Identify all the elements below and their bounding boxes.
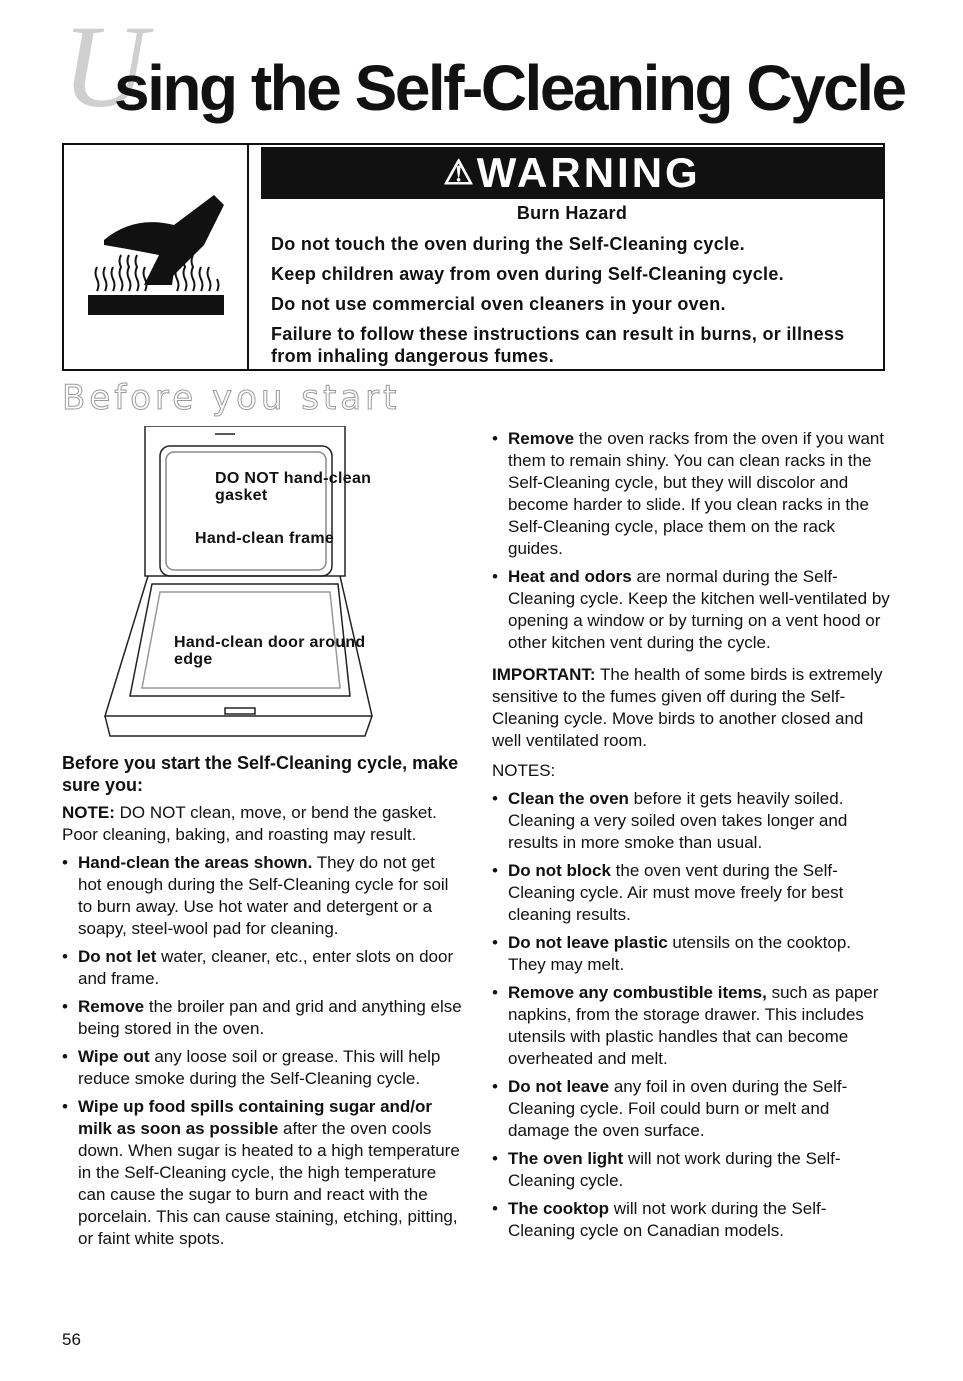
bullet-icon: •	[492, 933, 498, 952]
bullet-bold: Do not let	[78, 947, 157, 966]
important-label: IMPORTANT:	[492, 665, 596, 684]
list-item	[492, 1198, 892, 1242]
bullet-icon: •	[492, 789, 498, 808]
warning-lines	[271, 233, 881, 375]
important-text: The health of some birds is extremely sensitive to the fumes given off during the Self-Cleaning cycle. Move birds to another closed and well ventilated room.	[492, 665, 883, 750]
bullet-icon: •	[492, 1077, 498, 1096]
list-item	[492, 1148, 892, 1192]
bullet-icon: •	[62, 1047, 68, 1066]
important-paragraph	[492, 664, 892, 752]
bullet-text: will not work during the Self-Cleaning cycle on Canadian models.	[508, 1199, 827, 1240]
label-gasket: DO NOT hand-clean gasket	[215, 470, 372, 504]
page-number: 56	[62, 1330, 81, 1349]
bullet-text: water, cleaner, etc., enter slots on door and frame.	[78, 947, 454, 988]
list-item	[62, 1096, 462, 1250]
warning-line: Do not touch the oven during the Self-Cleaning cycle.	[271, 234, 745, 254]
notes-heading: NOTES:	[492, 761, 556, 780]
bullet-text: any loose soil or grease. This will help reduce smoke during the Self-Cleaning cycle.	[78, 1047, 441, 1088]
list-item	[62, 946, 462, 990]
bullet-icon: •	[62, 1097, 68, 1116]
left-column	[62, 752, 462, 1256]
bullet-bold: Wipe up food spills containing sugar and/or milk as soon as possible	[78, 1097, 433, 1138]
bullet-icon: •	[62, 947, 68, 966]
warning-line: Do not use commercial oven cleaners in your oven.	[271, 294, 726, 314]
section-heading: Before you start	[62, 378, 401, 418]
note-text: DO NOT clean, move, or bend the gasket. Poor cleaning, baking, and roasting may result.	[62, 803, 437, 844]
note-label: NOTE:	[62, 803, 115, 822]
warning-triangle-icon: ⚠	[443, 154, 477, 192]
bullet-bold: Hand-clean the areas shown.	[78, 853, 313, 872]
title-text: sing the Self-Cleaning Cycle	[114, 52, 905, 124]
bullet-icon: •	[492, 861, 498, 880]
bullet-icon: •	[492, 1149, 498, 1168]
bullet-bold: Heat and odors	[508, 567, 632, 586]
bullet-text: any foil in oven during the Self-Cleaning cycle. Foil could burn or melt and damage the oven surface.	[508, 1077, 848, 1140]
label-frame: Hand-clean frame	[195, 530, 335, 547]
bullet-bold: Remove	[78, 997, 145, 1016]
bullet-text: the oven vent during the Self-Cleaning cycle. Air must move freely for best cleaning results.	[508, 861, 844, 924]
list-item	[62, 996, 462, 1040]
bullet-text: the broiler pan and grid and anything else being stored in the oven.	[78, 997, 462, 1038]
list-item	[62, 1046, 462, 1090]
bullet-text: the oven racks from the oven if you want them to remain shiny. You can clean racks in the Self-Cleaning cycle, but they will discolor and become harder to slide. If you clean racks in the Self-Cleaning cycle, place them on the rack guides.	[508, 429, 885, 558]
list-item	[492, 932, 892, 976]
oven-door-diagram	[100, 426, 380, 751]
list-item	[492, 860, 892, 926]
warning-line: Failure to follow these instructions can result in burns, or illness from inhaling dangerous fumes.	[271, 324, 845, 366]
label-door: Hand-clean door around edge	[174, 634, 366, 668]
list-item	[62, 852, 462, 940]
bullet-text: They do not get hot enough during the Self-Cleaning cycle for soil to burn away. Use hot water and detergent or a soapy, steel-wool pad for cleaning.	[78, 853, 449, 938]
bullet-icon: •	[62, 853, 68, 872]
bullet-text: utensils on the cooktop. They may melt.	[508, 933, 852, 974]
bullet-icon: •	[492, 429, 498, 448]
bullet-bold: The cooktop	[508, 1199, 610, 1218]
bullet-bold: Remove any combustible items,	[508, 983, 767, 1002]
warning-box	[62, 143, 885, 371]
left-heading: Before you start the Self-Cleaning cycle, make sure you:	[62, 753, 459, 795]
bullet-text: will not work during the Self-Cleaning cycle.	[508, 1149, 841, 1190]
bullet-bold: Do not leave plastic	[508, 933, 668, 952]
warning-header-text: WARNING	[476, 149, 701, 196]
warning-hazard-title: Burn Hazard	[516, 203, 628, 223]
title-drop-cap: U	[62, 1, 148, 132]
warning-line: Keep children away from oven during Self-Cleaning cycle.	[271, 264, 784, 284]
list-item	[492, 566, 892, 654]
warning-header	[261, 147, 883, 199]
bullet-text: before it gets heavily soiled. Cleaning a very soiled oven takes longer and results in more smoke than usual.	[508, 789, 848, 852]
bullet-bold: Clean the oven	[508, 789, 629, 808]
list-item	[492, 1076, 892, 1142]
bullet-icon: •	[62, 997, 68, 1016]
bullet-icon: •	[492, 1199, 498, 1218]
bullet-bold: Remove	[508, 429, 575, 448]
bullet-icon: •	[492, 983, 498, 1002]
bullet-icon: •	[492, 567, 498, 586]
hot-surface-hand-icon	[64, 145, 249, 369]
bullet-text: after the oven cools down. When sugar is heated to a high temperature in the Self-Cleaning cycle, the high temperature can cause the sugar to burn and react with the porcelain. This can cause staining, etching, pitting, or faint white spots.	[78, 1119, 460, 1248]
bullet-bold: Wipe out	[78, 1047, 150, 1066]
note-paragraph	[62, 802, 462, 846]
list-item	[492, 788, 892, 854]
right-column	[492, 428, 892, 1248]
bullet-text: such as paper napkins, from the storage drawer. This includes utensils with plastic handles that can become overheated and melt.	[508, 983, 879, 1068]
bullet-text: are normal during the Self-Cleaning cycle. Keep the kitchen well-ventilated by opening a window or by turning on a vent hood or other kitchen vent during the cycle.	[508, 567, 890, 652]
bullet-bold: Do not leave	[508, 1077, 610, 1096]
bullet-bold: The oven light	[508, 1149, 624, 1168]
list-item	[492, 428, 892, 560]
bullet-bold: Do not block	[508, 861, 611, 880]
page-title	[62, 1, 942, 142]
list-item	[492, 982, 892, 1070]
